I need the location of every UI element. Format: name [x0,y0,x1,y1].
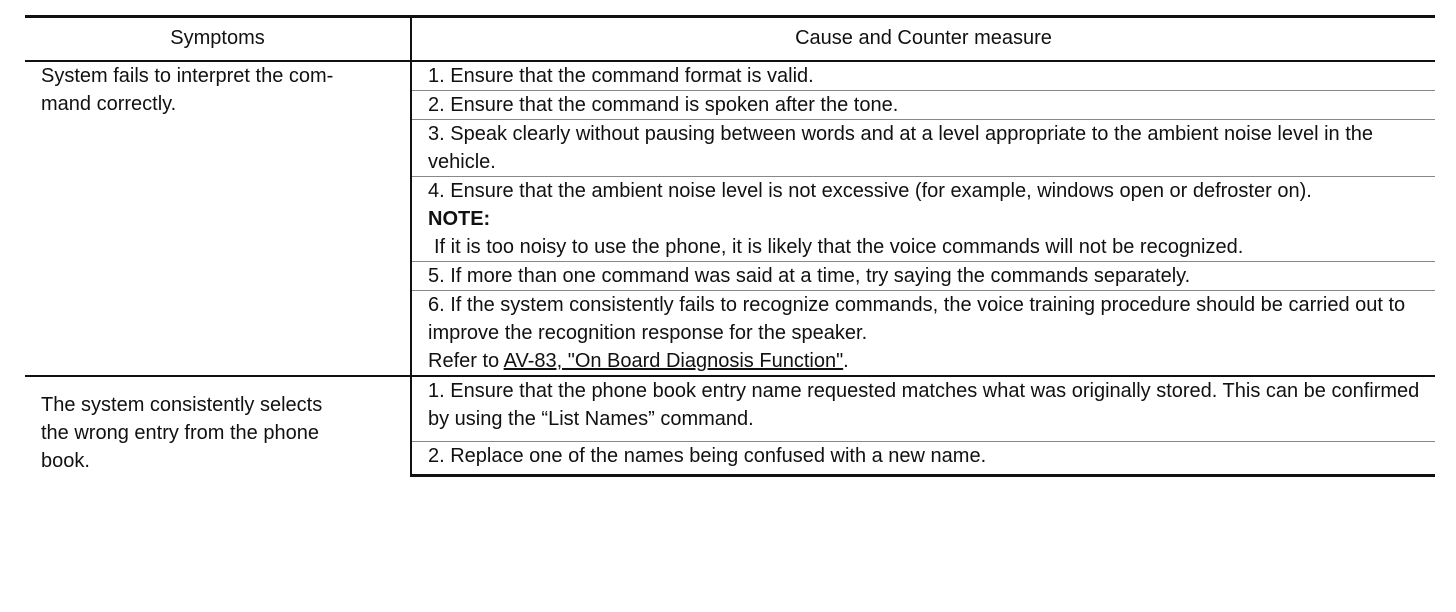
cause-cell: 3. Speak clearly without pausing between words and at a level appropriate to the ambient noise level in the vehicle. [411,120,1435,177]
cause-cell: 1. Ensure that the phone book entry name requested matches what was originally stored. This can be confirmed by using the “List Names” command. [411,376,1435,441]
cause-cell: 2. Replace one of the names being confused with a new name. [411,441,1435,475]
cause-text: 4. Ensure that the ambient noise level is not excessive (for example, windows open or defroster on). [428,180,1312,202]
note-text: If it is too noisy to use the phone, it is likely that the voice commands will not be recognized. [434,236,1244,258]
reference-line [428,347,1435,375]
header-cause: Cause and Counter measure [411,17,1435,62]
symptom-text: mand correctly. [41,93,177,115]
table-row [25,61,1435,91]
symptom-text: the wrong entry from the phone [41,422,319,444]
reference-prefix: Refer to [428,350,504,372]
cause-cell: 5. If more than one command was said at a time, try saying the commands separately. [411,262,1435,291]
table-header-row [25,17,1435,62]
table-row [25,376,1435,441]
symptom-text: System fails to interpret the com- [41,65,334,87]
cause-text: 6. If the system consistently fails to recognize commands, the voice training procedure should be carried out to improve the recognition response for the speaker. [428,294,1406,344]
note-label: NOTE: [428,208,491,230]
cause-cell: 2. Ensure that the command is spoken after the tone. [411,91,1435,120]
symptom-text: The system consistently selects [41,394,323,416]
header-symptoms: Symptoms [25,17,411,62]
symptom-text: book. [41,450,90,472]
cause-cell-with-note [411,177,1435,262]
cause-cell: 1. Ensure that the command format is valid. [411,61,1435,91]
symptom-cell-interpret [25,61,411,376]
cause-cell-with-reference [411,291,1435,377]
troubleshooting-table [25,15,1435,477]
symptom-cell-wrong-entry [25,376,411,475]
reference-link[interactable]: AV-83, "On Board Diagnosis Function" [503,350,844,372]
reference-suffix: . [843,350,849,372]
